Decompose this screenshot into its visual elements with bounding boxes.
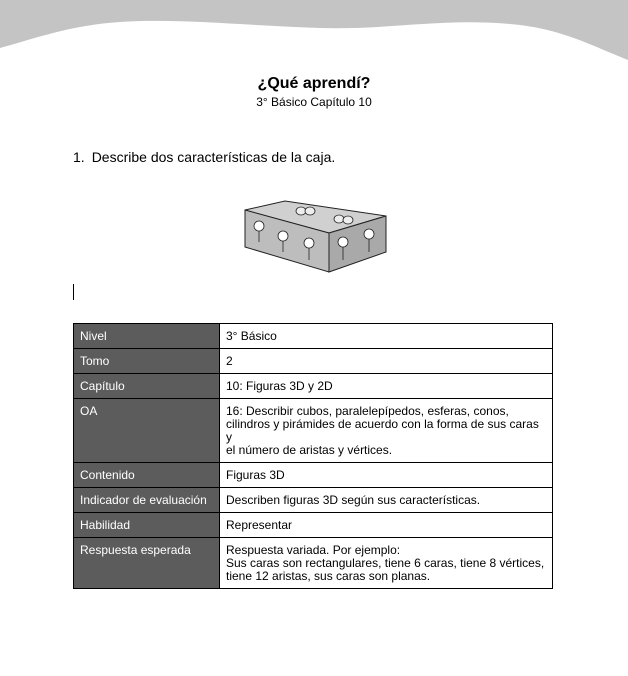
question-text: Describe dos características de la caja. bbox=[91, 149, 336, 165]
row-value: 2 bbox=[220, 349, 553, 374]
value-line: Respuesta variada. Por ejemplo: bbox=[226, 543, 401, 557]
table-row bbox=[74, 513, 553, 538]
row-key: Respuesta esperada bbox=[74, 538, 220, 589]
table-row bbox=[74, 399, 553, 463]
row-key: Contenido bbox=[74, 463, 220, 488]
page-title: ¿Qué aprendí? bbox=[257, 75, 371, 92]
text-cursor bbox=[73, 284, 74, 300]
row-value: 10: Figuras 3D y 2D bbox=[220, 374, 553, 399]
table-row bbox=[74, 374, 553, 399]
row-key: Indicador de evaluación bbox=[74, 488, 220, 513]
table-row bbox=[74, 488, 553, 513]
value-line: 16: Describir cubos, paralelepípedos, esferas, conos, bbox=[226, 404, 509, 418]
info-table bbox=[73, 323, 553, 589]
question-1 bbox=[73, 149, 335, 165]
row-key: OA bbox=[74, 399, 220, 463]
question-number: 1. bbox=[73, 149, 85, 165]
row-value bbox=[220, 538, 553, 589]
value-line: cilindros y pirámides de acuerdo con la forma de sus caras y bbox=[226, 417, 539, 444]
value-line: el número de aristas y vértices. bbox=[226, 443, 393, 457]
row-value: Representar bbox=[220, 513, 553, 538]
row-key: Habilidad bbox=[74, 513, 220, 538]
value-line: tiene 12 aristas, sus caras son planas. bbox=[226, 569, 431, 583]
gift-box-icon bbox=[243, 200, 388, 275]
row-key: Capítulo bbox=[74, 374, 220, 399]
row-value bbox=[220, 399, 553, 463]
row-key: Tomo bbox=[74, 349, 220, 374]
page-subtitle: 3° Básico Capítulo 10 bbox=[256, 95, 372, 109]
row-value: 3° Básico bbox=[220, 324, 553, 349]
table-row bbox=[74, 463, 553, 488]
table-row bbox=[74, 349, 553, 374]
table-row bbox=[74, 324, 553, 349]
value-line: Sus caras son rectangulares, tiene 6 caras, tiene 8 vértices, bbox=[226, 556, 545, 570]
row-value: Describen figuras 3D según sus características. bbox=[220, 488, 553, 513]
row-value: Figuras 3D bbox=[220, 463, 553, 488]
table-row bbox=[74, 538, 553, 589]
row-key: Nivel bbox=[74, 324, 220, 349]
header-wave-banner bbox=[0, 0, 628, 70]
